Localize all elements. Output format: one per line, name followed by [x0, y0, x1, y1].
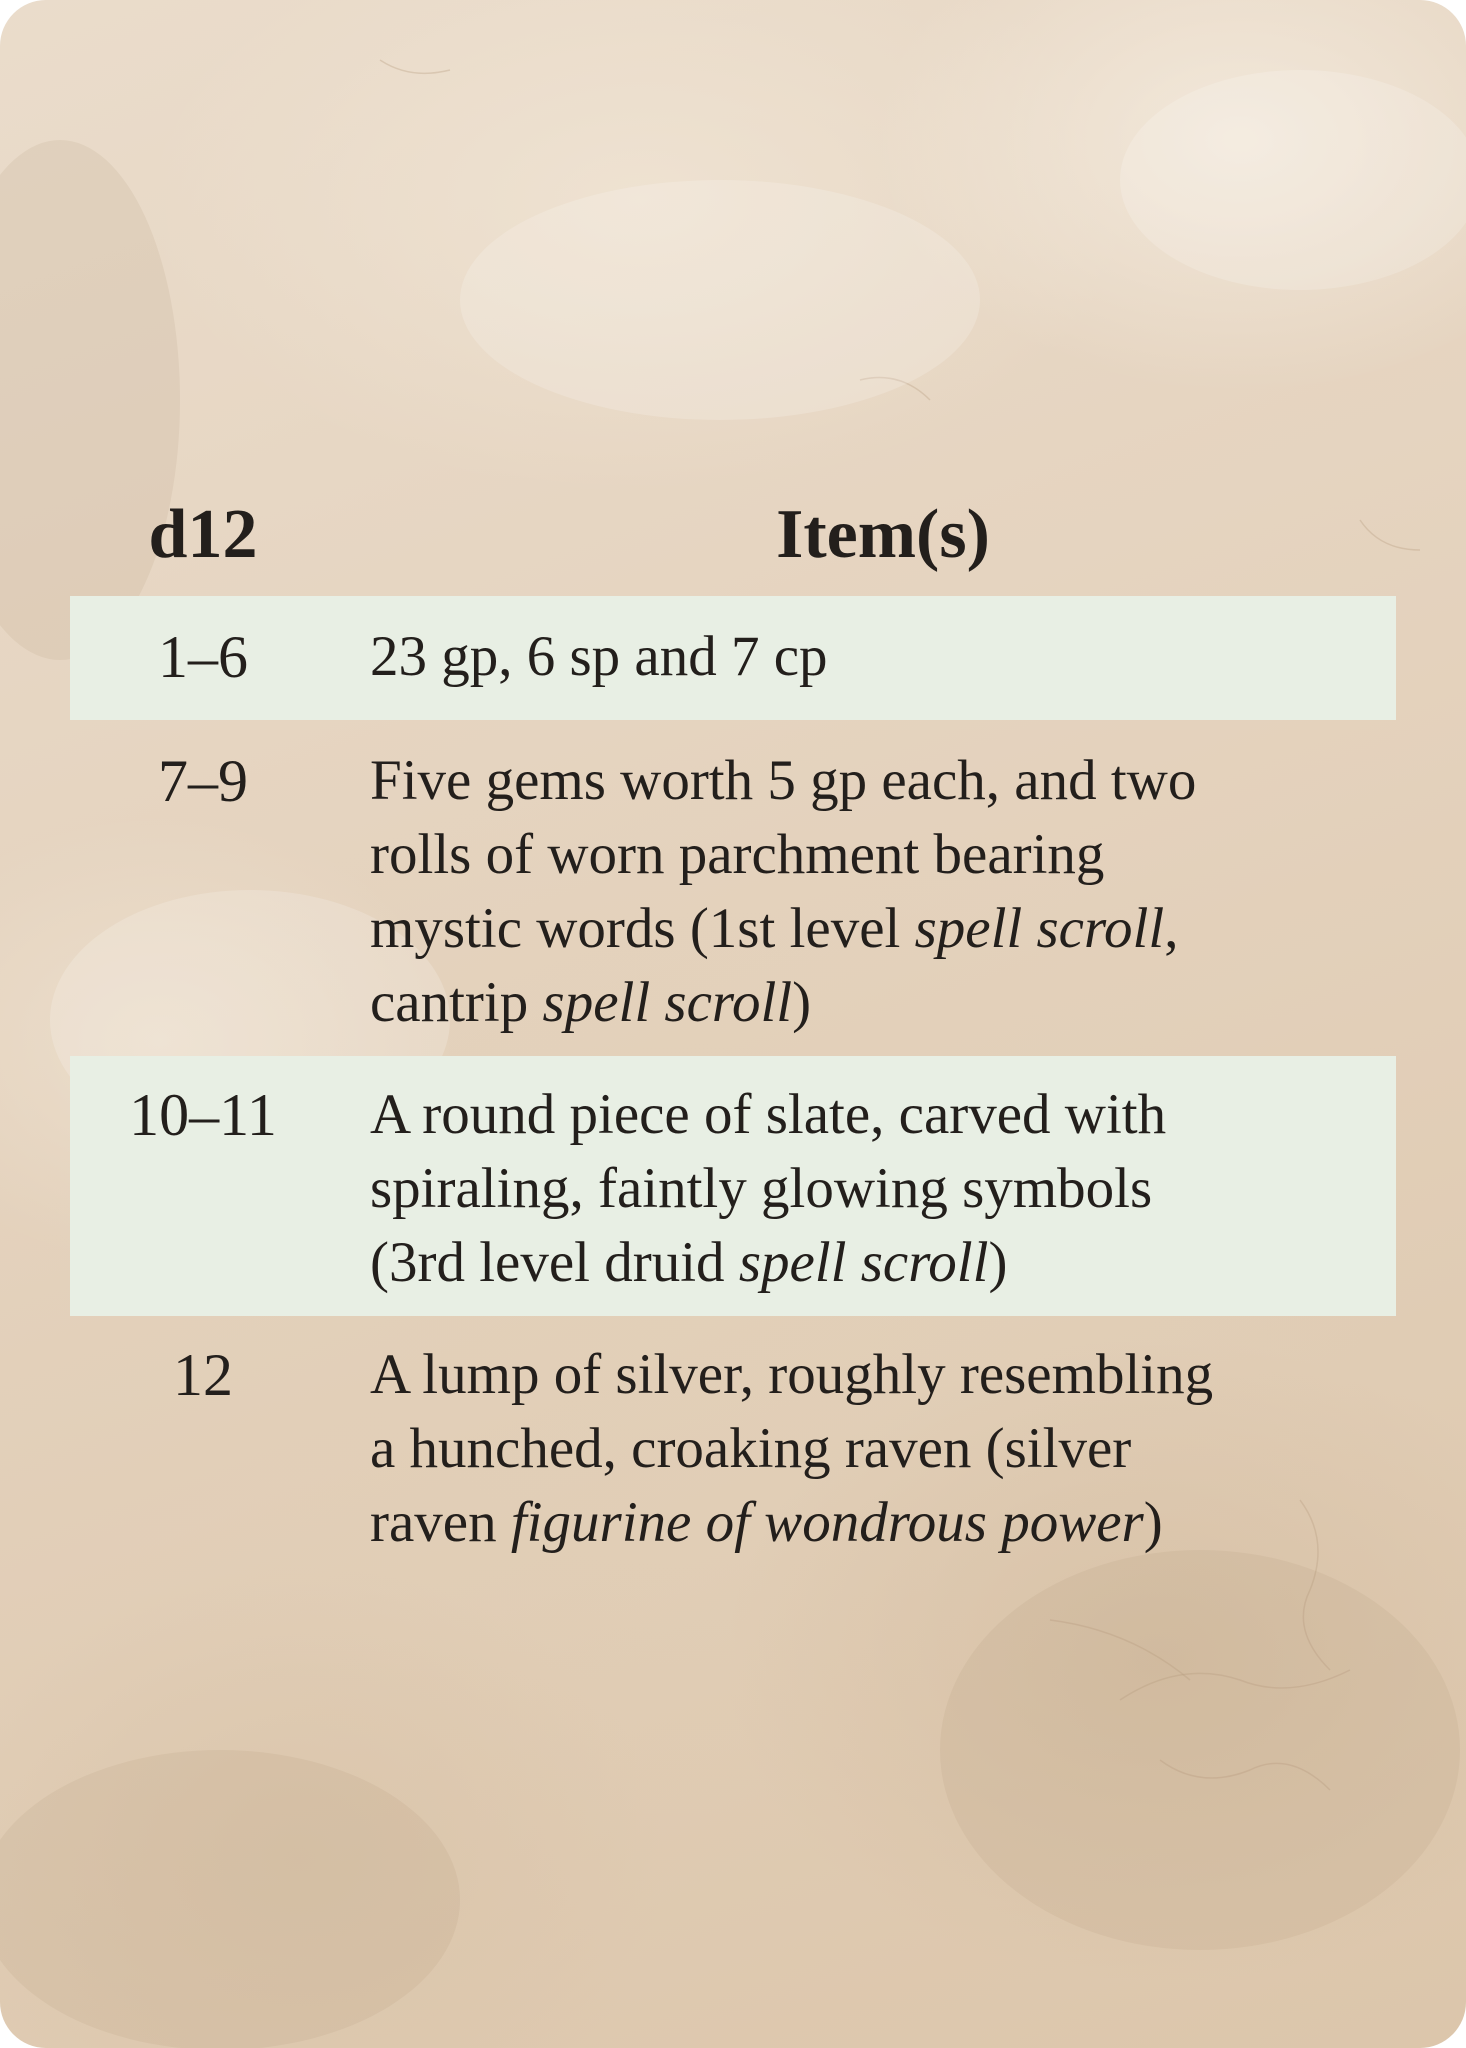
item-name-italic: spell scroll — [914, 897, 1165, 960]
description-line: 23 gp, 6 sp and 7 cp — [370, 625, 828, 688]
item-name-italic: spell scroll — [542, 971, 793, 1034]
item-description — [336, 1078, 1396, 1316]
treasure-table — [70, 490, 1396, 1576]
description-line: mystic words (1st level spell scroll, — [370, 897, 1179, 960]
description-line: raven figurine of wondrous power) — [370, 1491, 1163, 1554]
item-description — [336, 1338, 1396, 1576]
description-line: cantrip spell scroll) — [370, 971, 812, 1034]
table-header — [70, 490, 1396, 596]
table-row — [70, 1316, 1396, 1576]
table-row — [70, 720, 1396, 1056]
description-line: spiraling, faintly glowing symbols — [370, 1157, 1153, 1220]
roll-range: 1–6 — [158, 624, 248, 690]
item-description — [336, 620, 1396, 720]
description-line: a hunched, croaking raven (silver — [370, 1417, 1132, 1480]
item-name-italic: spell scroll — [738, 1231, 989, 1294]
table-row — [70, 596, 1396, 720]
item-name-italic: figurine of wondrous power — [510, 1491, 1144, 1554]
description-line: rolls of worn parchment bearing — [370, 823, 1105, 886]
table-row — [70, 1056, 1396, 1316]
column-header-items: Item(s) — [776, 496, 990, 573]
roll-range: 12 — [173, 1342, 233, 1408]
description-line: A round piece of slate, carved with — [370, 1083, 1167, 1146]
roll-range: 7–9 — [158, 748, 248, 814]
roll-range: 10–11 — [129, 1082, 277, 1148]
column-header-d12: d12 — [148, 496, 258, 573]
description-line: Five gems worth 5 gp each, and two — [370, 749, 1197, 812]
description-line: (3rd level druid spell scroll) — [370, 1231, 1008, 1294]
description-line: A lump of silver, roughly resembling — [370, 1343, 1214, 1406]
item-description — [336, 744, 1396, 1056]
